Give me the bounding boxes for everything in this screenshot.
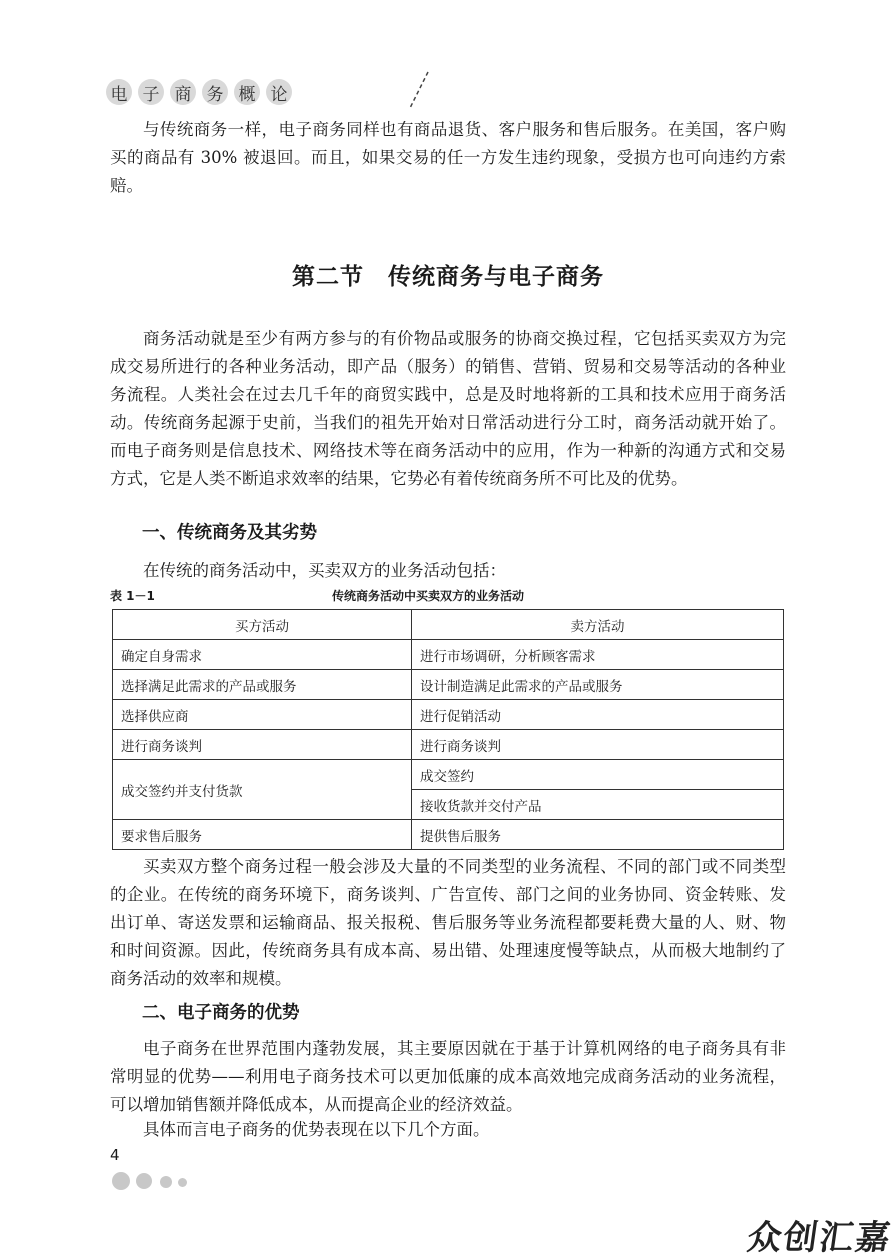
table-row xyxy=(113,760,784,790)
table-header-row xyxy=(113,610,784,640)
buyer-cell: 选择满足此需求的产品或服务 xyxy=(113,670,412,700)
buyer-cell-merged: 成交签约并支付货款 xyxy=(113,760,412,820)
seller-cell: 设计制造满足此需求的产品或服务 xyxy=(412,670,784,700)
watermark-logo: 众创汇嘉 xyxy=(744,1218,895,1258)
table-row xyxy=(113,730,784,760)
traditional-drawbacks-paragraph: 买卖双方整个商务过程一般会涉及大量的不同类型的业务流程、不同的部门或不同类型的企业。在传统的商务环境下，商务谈判、广告宣传、部门之间的业务协同、资金转账、发出订单、寄送发票和运输商品、报关报税、售后服务等业务流程都要耗费大量的人、财、物和时间资源。因此，传统商务具有成本高、易出错、处理速度慢等缺点，从而极大地制约了商务活动的效率和规模。 xyxy=(110,857,786,988)
header-slash-decoration xyxy=(406,70,432,110)
advantages-lead: 具体而言电子商务的优势表现在以下几个方面。 xyxy=(143,1120,490,1139)
seller-cell: 成交签约 xyxy=(412,760,784,790)
table-caption xyxy=(110,587,786,605)
table-row xyxy=(113,820,784,850)
header-char-2: 子 xyxy=(138,79,164,105)
header-char-6: 论 xyxy=(266,79,292,105)
table-row xyxy=(113,670,784,700)
buyer-cell: 选择供应商 xyxy=(113,700,412,730)
header-char-5: 概 xyxy=(234,79,260,105)
buyer-cell: 要求售后服务 xyxy=(113,820,412,850)
seller-cell: 接收货款并交付产品 xyxy=(412,790,784,820)
header-char-4: 务 xyxy=(202,79,228,105)
seller-cell: 进行促销活动 xyxy=(412,700,784,730)
seller-cell: 提供售后服务 xyxy=(412,820,784,850)
footer-dot xyxy=(178,1178,187,1187)
header-char-3: 商 xyxy=(170,79,196,105)
table-row xyxy=(113,640,784,670)
header-seller: 卖方活动 xyxy=(412,610,784,640)
seller-cell: 进行商务谈判 xyxy=(412,730,784,760)
page-number: 4 xyxy=(110,1146,120,1164)
table-lead-text: 在传统的商务活动中，买卖双方的业务活动包括： xyxy=(143,561,506,580)
footer-dot xyxy=(160,1176,172,1188)
advantages-paragraph: 电子商务在世界范围内蓬勃发展，其主要原因就在于基于计算机网络的电子商务具有非常明显的优势——利用电子商务技术可以更加低廉的成本高效地完成商务活动的业务流程，可以增加销售额并降低成本，从而提高企业的经济效益。 xyxy=(110,1039,786,1114)
footer-dot xyxy=(112,1172,130,1190)
running-header xyxy=(106,76,298,108)
buyer-cell: 进行商务谈判 xyxy=(113,730,412,760)
seller-cell: 进行市场调研，分析顾客需求 xyxy=(412,640,784,670)
table-row xyxy=(113,700,784,730)
intro-paragraph: 与传统商务一样，电子商务同样也有商品退货、客户服务和售后服务。在美国，客户购买的商品有 30% 被退回。而且，如果交易的任一方发生违约现象，受损方也可向违约方索赔。 xyxy=(110,120,786,195)
table-title: 传统商务活动中买卖双方的业务活动 xyxy=(332,589,525,603)
activities-table xyxy=(112,609,784,850)
heading-ecommerce-advantages: 二、电子商务的优势 xyxy=(142,1003,300,1023)
table-number: 表 1－1 xyxy=(110,589,155,603)
buyer-cell: 确定自身需求 xyxy=(113,640,412,670)
heading-traditional: 一、传统商务及其劣势 xyxy=(142,523,317,543)
header-char-1: 电 xyxy=(106,79,132,105)
section-paragraph: 商务活动就是至少有两方参与的有价物品或服务的协商交换过程，它包括买卖双方为完成交易所进行的各种业务活动，即产品（服务）的销售、营销、贸易和交易等活动的各种业务流程。人类社会在过去几千年的商贸实践中，总是及时地将新的工具和技术应用于商务活动。传统商务起源于史前，当我们的祖先开始对日常活动进行分工时，商务活动就开始了。而电子商务则是信息技术、网络技术等在商务活动中的应用，作为一种新的沟通方式和交易方式，它是人类不断追求效率的结果，它势必有着传统商务所不可比及的优势。 xyxy=(110,329,786,488)
section-title: 第二节 传统商务与电子商务 xyxy=(292,264,604,290)
footer-dot xyxy=(136,1173,152,1189)
header-buyer: 买方活动 xyxy=(113,610,412,640)
